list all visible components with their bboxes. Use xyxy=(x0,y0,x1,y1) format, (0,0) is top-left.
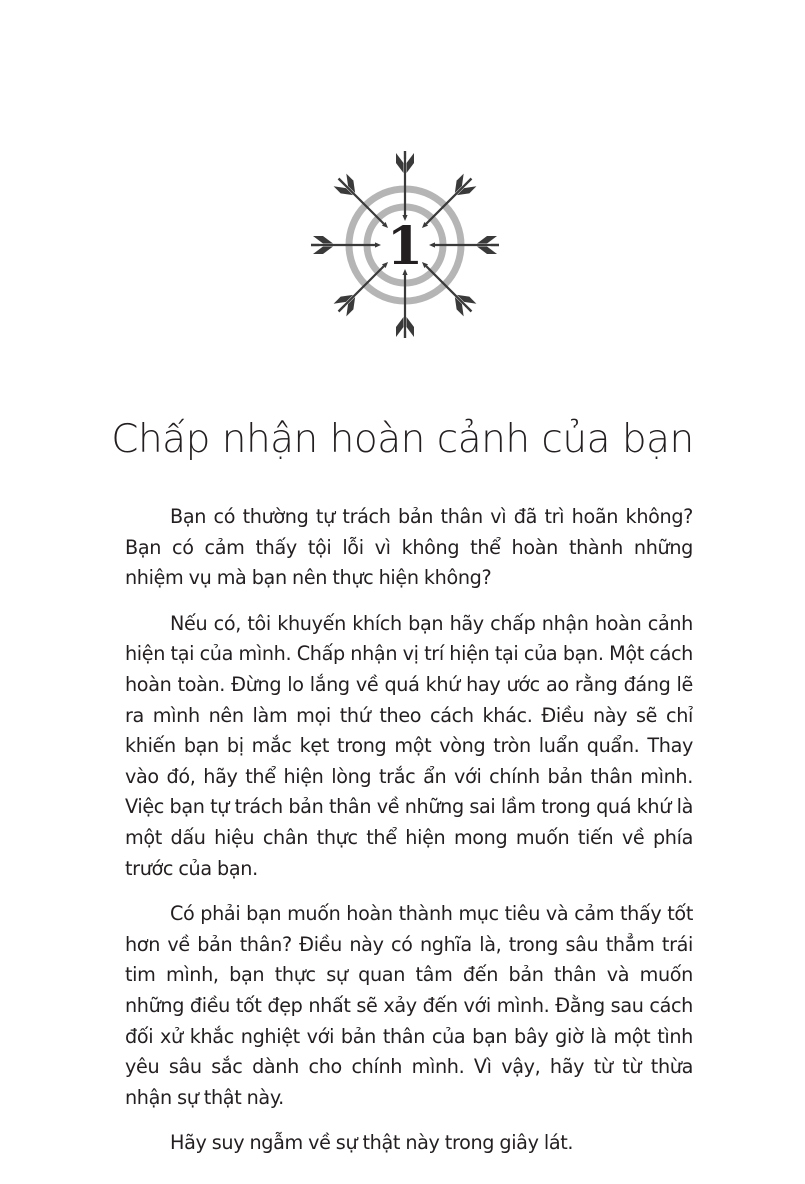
paragraph: Hãy suy ngẫm về sự thật này trong giây lát. xyxy=(170,1131,574,1155)
chapter-emblem xyxy=(305,148,505,338)
paragraph: Bạn có thường tự trách bản thân vì đã trì hoãn không? Bạn có cảm thấy tội lỗi vì không thể hoàn thành những nhiệm vụ mà bạn nên thực hiện không? xyxy=(125,505,693,590)
paragraph: Nếu có, tôi khuyến khích bạn hãy chấp nhận hoàn cảnh hiện tại của mình. Chấp nhận vị trí hiện tại của bạn. Một cách hoàn toàn. Đừng lo lắng về quá khứ hay ước ao rằng đáng lẽ ra mình nên làm mọi thứ theo cách khác. Điều này sẽ chỉ khiến bạn bị mắc kẹt trong một vòng tròn luẩn quẩn. Thay vào đó, hãy thể hiện lòng trắc ẩn với chính bản thân mình. Việc bạn tự trách bản thân về những sai lầm trong quá khứ là một dấu hiệu chân thực thể hiện mong muốn tiến về phía trước của bạn. xyxy=(125,611,693,880)
chapter-title: Chấp nhận hoàn cảnh của bạn xyxy=(111,417,694,463)
chapter-number: 1 xyxy=(386,216,424,277)
body-text xyxy=(125,502,693,1174)
target-with-arrows-icon xyxy=(305,148,505,338)
paragraph: Có phải bạn muốn hoàn thành mục tiêu và cảm thấy tốt hơn về bản thân? Điều này có nghĩa là, trong sâu thẳm trái tim mình, bạn thực sự quan tâm đến bản thân và muốn những điều tốt đẹp nhất sẽ xảy đến với mình. Đằng sau cách đối xử khắc nghiệt với bản thân của bạn bây giờ là một tình yêu sâu sắc dành cho chính mình. Vì vậy, hãy từ từ thừa nhận sự thật này. xyxy=(125,902,693,1109)
